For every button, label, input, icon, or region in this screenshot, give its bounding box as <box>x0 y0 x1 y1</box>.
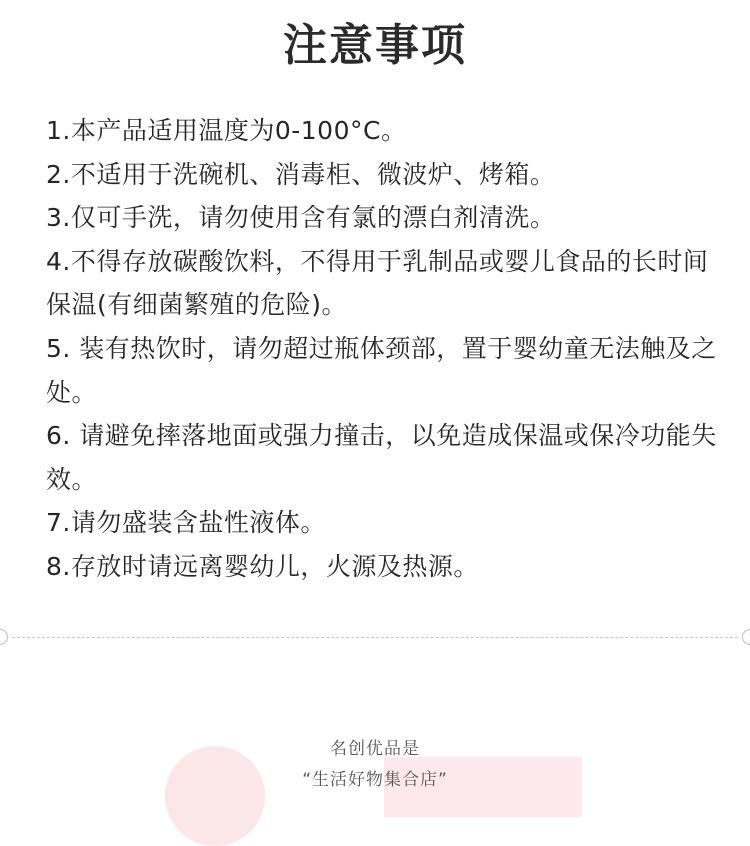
notes-list <box>46 109 726 589</box>
brand-tagline-intro: 名创优品是 <box>330 739 420 759</box>
note-item: 8.存放时请远离婴幼儿，火源及热源。 <box>46 551 479 581</box>
section-divider <box>0 629 750 645</box>
brand-tagline: “生活好物集合店” <box>302 770 448 790</box>
note-item: 1.本产品适用温度为0-100°C。 <box>46 116 407 145</box>
divider-left-cap <box>0 629 8 645</box>
note-item: 5. 装有热饮时，请勿超过瓶体颈部，置于婴幼童无法触及之处。 <box>46 333 717 407</box>
note-item: 2.不适用于洗碗机、消毒柜、微波炉、烤箱。 <box>46 159 556 189</box>
dashed-line <box>12 637 738 638</box>
note-item: 4.不得存放碳酸饮料，不得用于乳制品或婴儿食品的长时间保温(有细菌繁殖的危险)。 <box>46 246 709 320</box>
note-item: 3.仅可手洗，请勿使用含有氯的漂白剂清洗。 <box>46 203 556 233</box>
note-item: 6. 请避免摔落地面或强力撞击，以免造成保温或保冷功能失效。 <box>46 421 717 494</box>
divider-right-cap <box>742 629 750 645</box>
note-item: 7.请勿盛装含盐性液体。 <box>46 508 326 538</box>
page-title: 注意事项 <box>283 20 467 71</box>
